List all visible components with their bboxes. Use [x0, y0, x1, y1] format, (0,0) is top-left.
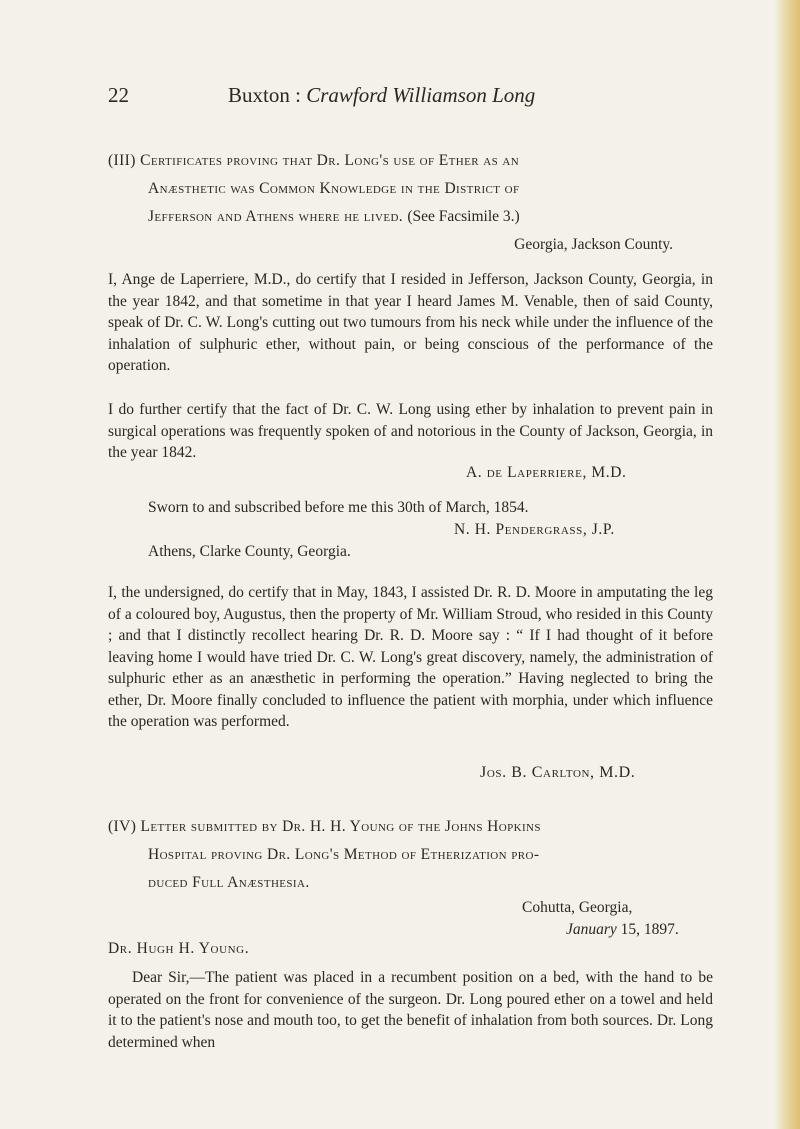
signature-laperriere: A. de Laperriere, M.D.	[466, 464, 627, 481]
section-3-heading-line-2: Anæsthetic was Common Knowledge in the District of	[148, 180, 520, 197]
certificate-paragraph-2: I do further certify that the fact of Dr. C. W. Long using ether by inhalation to prevent pain in surgical operations was frequently spoken of and notorious in the County of Jackson, Georgia, in the year 1842.	[108, 401, 713, 461]
section-4-heading-line-2: Hospital proving Dr. Long's Method of Etherization pro-	[148, 846, 540, 863]
place-georgia-jackson: Georgia, Jackson County.	[514, 236, 673, 253]
letter-place: Cohutta, Georgia,	[522, 899, 633, 916]
letter-addressee: Dr. Hugh H. Young.	[108, 940, 250, 957]
certificate-paragraph-3: I, the undersigned, do certify that in May, 1843, I assisted Dr. R. D. Moore in amputating the leg of a coloured boy, Augustus, then the property of Mr. William Stroud, who resided in this County ; and that I distinctly recollect hearing Dr. R. D. Moore say : “ If I had thought of it before leaving home I would have tried Dr. C. W. Long's great discovery, namely, the administration of sulphuric ether as an anæsthetic in performing the operation.” Having neglected to bring the ether, Dr. Moore finally concluded to influence the patient with morphia, under which influence the operation was performed.	[108, 584, 713, 730]
section-4-heading-line-3: duced Full Anæsthesia.	[148, 874, 310, 891]
letter-body: Dear Sir,—The patient was placed in a recumbent position on a bed, with the hand to be operated on the front for convenience of the surgeon. Dr. Long poured ether on a towel and held it to the patient's nose and mouth too, to get the benefit of inhalation from both sources. Dr. Long determined when	[108, 969, 713, 1051]
certificate-paragraph-1: I, Ange de Laperriere, M.D., do certify that I resided in Jefferson, Jackson County, Georgia, in the year 1842, and that sometime in that year I heard James M. Venable, then of said County, speak of Dr. C. W. Long's cutting out two tumours from his neck while under the influence of the inhalation of sulphuric ether, without pain, or being conscious of the performance of the operation.	[108, 271, 713, 374]
letter-date	[566, 919, 766, 941]
letter-date-rest: 15, 1897.	[620, 921, 679, 938]
section-3-heading	[108, 147, 713, 231]
running-book-title: Crawford Williamson Long	[306, 83, 536, 107]
place-athens: Athens, Clarke County, Georgia.	[148, 543, 351, 560]
running-title	[228, 85, 535, 106]
section-4-heading	[108, 813, 713, 897]
sworn-statement: Sworn to and subscribed before me this 30th of March, 1854.	[148, 499, 529, 516]
signature-pendergrass: N. H. Pendergrass, J.P.	[454, 521, 615, 538]
section-3-heading-line-1: (III) Certificates proving that Dr. Long's use of Ether as an	[108, 152, 520, 169]
running-author: Buxton :	[228, 83, 301, 107]
signature-carlton: Jos. B. Carlton, M.D.	[480, 764, 636, 781]
section-4-heading-line-1: (IV) Letter submitted by Dr. H. H. Young of the Johns Hopkins	[108, 818, 541, 835]
section-3-heading-line-3-text: Jefferson and Athens where he lived.	[148, 208, 404, 225]
section-3-heading-line-3	[108, 203, 713, 231]
facsimile-reference: (See Facsimile 3.)	[407, 208, 520, 225]
page-number: 22	[108, 83, 129, 107]
letter-date-month: January	[566, 921, 617, 938]
